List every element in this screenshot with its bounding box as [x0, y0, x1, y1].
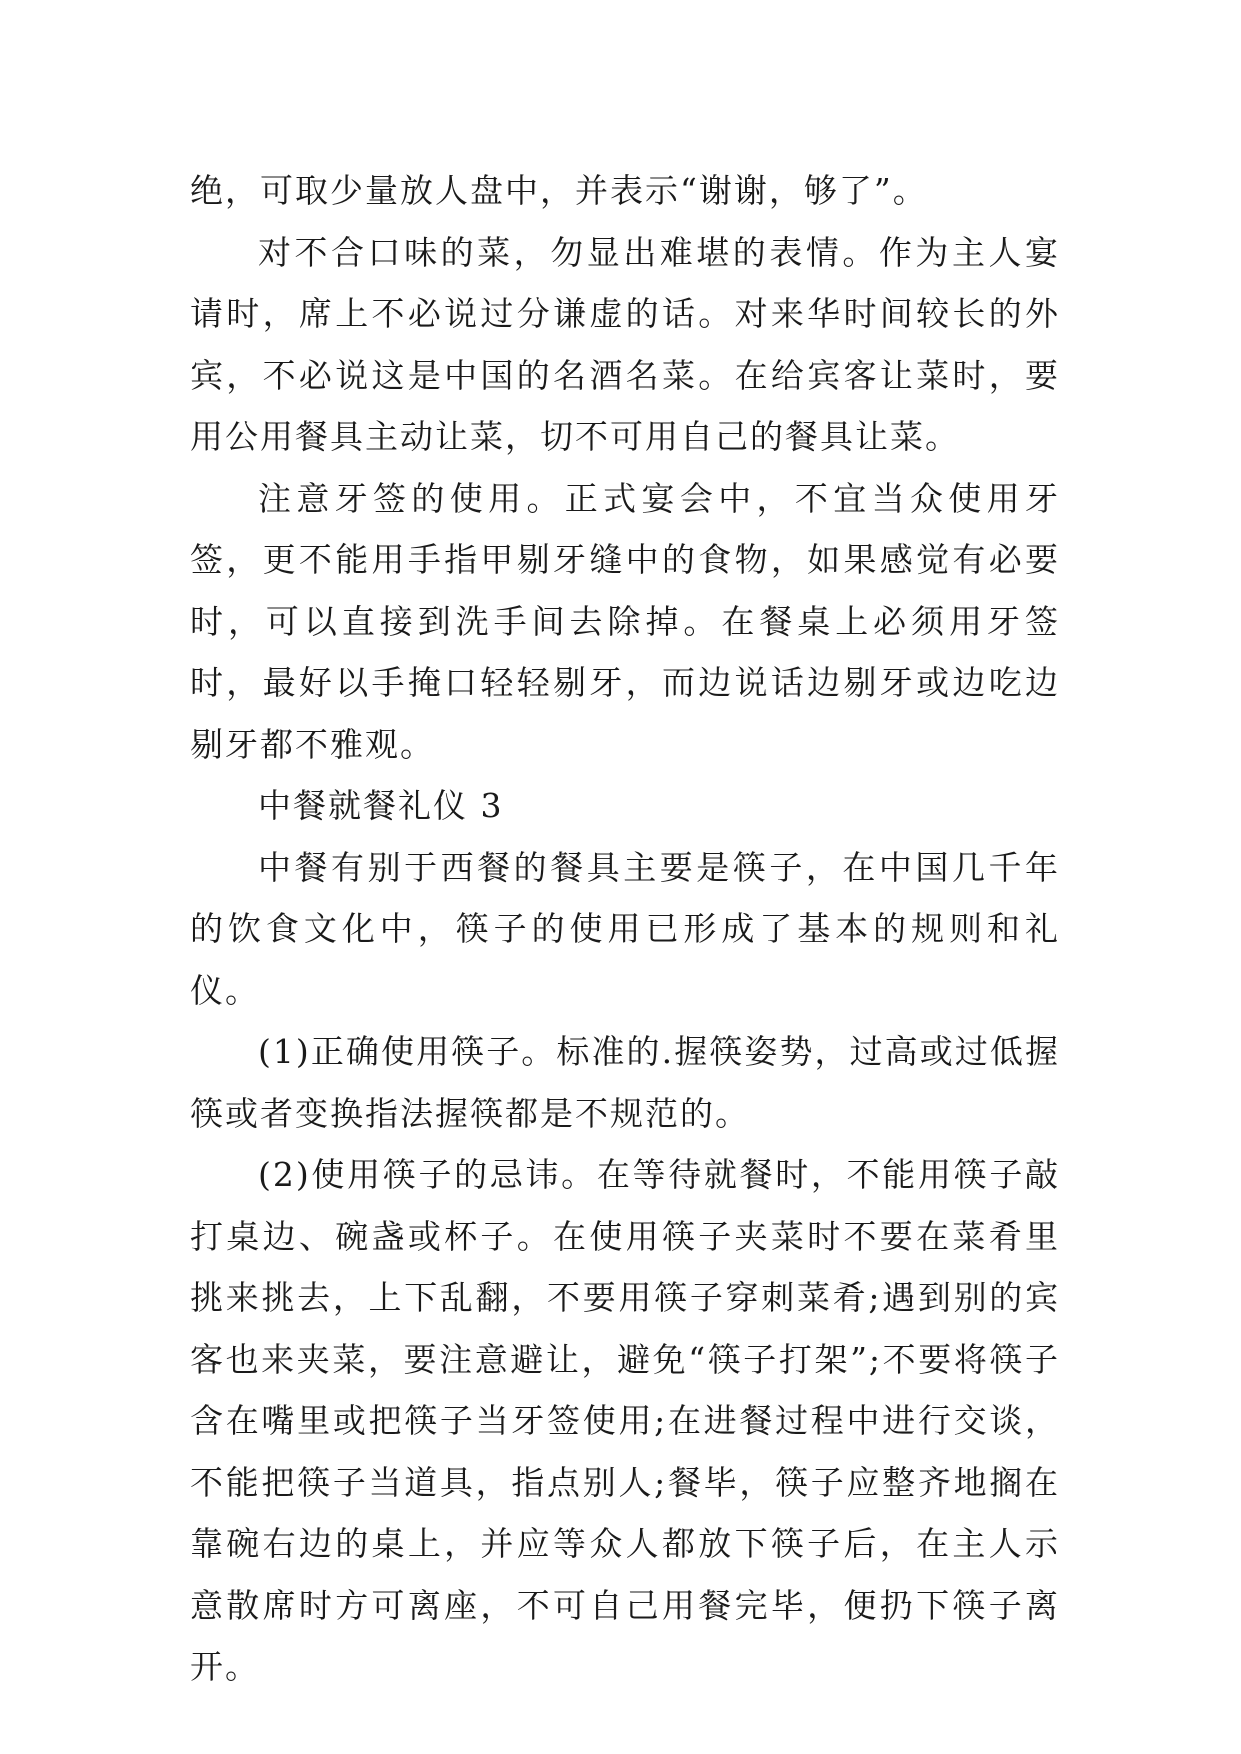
paragraph-toothpick: 注意牙签的使用。正式宴会中，不宜当众使用牙签，更不能用手指甲剔牙缝中的食物，如果感觉有必要时，可以直接到洗手间去除掉。在餐桌上必须用牙签时，最好以手掩口轻轻剔牙，而边说话边剔牙或边吃边剔牙都不雅观。 [190, 478, 1060, 764]
section-heading: 中餐就餐礼仪 3 [258, 786, 504, 825]
paragraph-chopsticks-usage: (1)正确使用筷子。标准的.握筷姿势，过高或过低握筷或者变换指法握筷都是不规范的。 [190, 1032, 1060, 1133]
paragraph-chopsticks-taboos: (2)使用筷子的忌讳。在等待就餐时，不能用筷子敲打桌边、碗盏或杯子。在使用筷子夹菜时不要在菜肴里挑来挑去，上下乱翻，不要用筷子穿刺菜肴;遇到别的宾客也来夹菜，要注意避让，避免“筷子打架”;不要将筷子含在嘴里或把筷子当牙签使用;在进餐过程中进行交谈，不能把筷子当道具，指点别人;餐毕，筷子应整齐地搁在靠碗右边的桌上，并应等众人都放下筷子后，在主人示意散席时方可离座，不可自己用餐完毕，便扔下筷子离开。 [190, 1155, 1060, 1686]
paragraph-continuation: 绝，可取少量放人盘中，并表示“谢谢，够了”。 [190, 171, 928, 210]
body-text [190, 160, 1060, 1698]
paragraph-dish-etiquette: 对不合口味的菜，勿显出难堪的表情。作为主人宴请时，席上不必说过分谦虚的话。对来华时间较长的外宾，不必说这是中国的名酒名菜。在给宾客让菜时，要用公用餐具主动让菜，切不可用自己的餐具让菜。 [190, 232, 1060, 456]
paragraph-chopsticks-intro: 中餐有别于西餐的餐具主要是筷子，在中国几千年的饮食文化中，筷子的使用已形成了基本的规则和礼仪。 [190, 847, 1060, 1010]
